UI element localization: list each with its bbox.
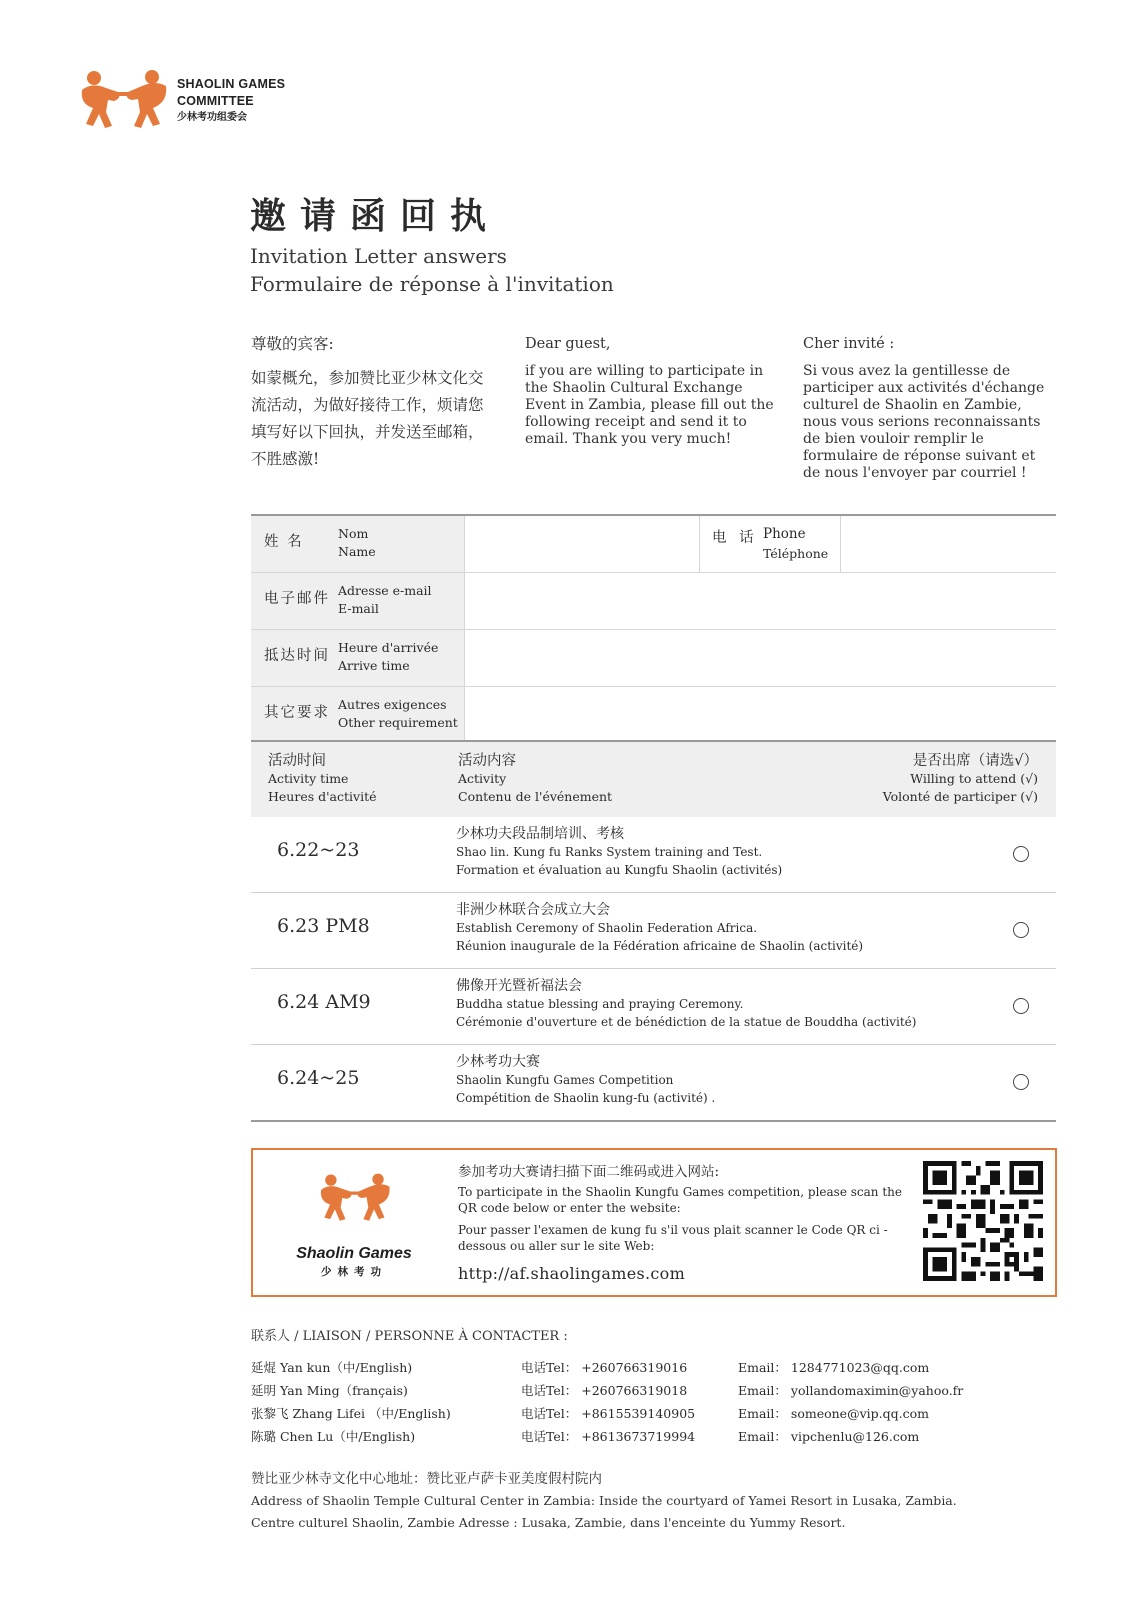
other-field[interactable] [465, 687, 1055, 742]
promo-text-fr: Pour passer l'examen de kung fu s'il vous plait scanner le Code QR ci - dessous ou aller sur le site Web: [458, 1223, 888, 1253]
attend-radio[interactable] [1013, 846, 1029, 862]
time-header-en: Activity time [268, 771, 349, 786]
registration-promo-box [251, 1148, 1057, 1297]
activity-time: 6.24~25 [277, 1067, 360, 1089]
contact-row [251, 1381, 1011, 1403]
act-header-zh: 活动内容 [458, 753, 516, 769]
activity-table-header [251, 740, 1056, 817]
activity-description [456, 1053, 715, 1107]
other-label-en [338, 696, 458, 732]
org-name [177, 76, 285, 126]
phone-label-zh: 电 话 [712, 530, 758, 546]
form-row-email [251, 573, 1056, 630]
activity-en: Shaolin Kungfu Games Competition [456, 1073, 674, 1087]
attend-radio[interactable] [1013, 922, 1029, 938]
email-field[interactable] [465, 573, 1055, 628]
name-label-en [338, 525, 376, 561]
greeting-chinese [251, 336, 491, 473]
activity-fr: Cérémonie d'ouverture et de bénédiction de la statue de Bouddha (activité) [456, 1014, 917, 1029]
address-block [251, 1468, 957, 1534]
activity-fr: Formation et évaluation au Kungfu Shaolin (activités) [456, 862, 783, 877]
contact-name: 陈璐 Chen Lu（中/English) [251, 1429, 416, 1444]
att-header-en: Willing to attend (√) [910, 771, 1038, 786]
activity-description [456, 901, 863, 955]
contact-row [251, 1358, 1011, 1380]
activity-zh: 佛像开光暨祈福法会 [456, 978, 582, 994]
arrive-label-en [338, 639, 438, 675]
form-row-arrive [251, 630, 1056, 687]
arrive-label-zh: 抵达时间 [264, 648, 330, 664]
promo-text-zh: 参加考功大赛请扫描下面二维码或进入网站: [458, 1164, 720, 1180]
activity-time-header [268, 752, 377, 806]
email-label [251, 573, 465, 629]
arrive-label-en-text: Arrive time [338, 658, 410, 673]
act-header-fr: Contenu de l'événement [458, 789, 613, 804]
promo-brand: Shaolin Games [296, 1245, 412, 1262]
address-zh: 赞比亚少林寺文化中心地址：赞比亚卢萨卡亚美度假村院内 [251, 1471, 602, 1487]
activity-row [251, 1045, 1056, 1122]
contact-tel[interactable]: 电话Tel： +260766319016 [521, 1360, 688, 1375]
other-label-fr-text: Autres exigences [338, 697, 447, 712]
time-header-fr: Heures d'activité [268, 789, 377, 804]
activity-row [251, 969, 1056, 1045]
activity-en: Establish Ceremony of Shaolin Federation Africa. [456, 921, 758, 935]
activity-fr: Compétition de Shaolin kung-fu (activité) . [456, 1090, 716, 1105]
greeting-zh-salutation: 尊敬的宾客: [251, 335, 334, 353]
contact-email[interactable]: Email： 1284771023@qq.com [738, 1360, 930, 1375]
contact-tel[interactable]: 电话Tel： +260766319018 [521, 1383, 688, 1398]
arrive-label-fr-text: Heure d'arrivée [338, 640, 439, 655]
name-label-fr-text: Nom [338, 526, 369, 541]
contacts-title: 联系人 / LIAISON / PERSONNE À CONTACTER : [251, 1329, 568, 1344]
contact-tel[interactable]: 电话Tel： +8613673719994 [521, 1429, 696, 1444]
greeting-fr-salutation: Cher invité : [803, 336, 895, 352]
name-label-zh: 姓 名 [264, 534, 304, 550]
phone-label [699, 516, 841, 572]
activity-time: 6.23 PM8 [277, 915, 370, 937]
form-row-other [251, 687, 1056, 743]
activity-row [251, 893, 1056, 969]
shaolin-fighters-logo-icon [78, 68, 170, 130]
other-label-zh: 其它要求 [264, 705, 330, 721]
title-french: Formulaire de réponse à l'invitation [250, 272, 614, 296]
activity-fr: Réunion inaugurale de la Fédération africaine de Shaolin (activité) [456, 938, 864, 953]
phone-field[interactable] [840, 516, 1056, 571]
contact-email[interactable]: Email： vipchenlu@126.com [738, 1429, 920, 1444]
contact-email[interactable]: Email： yollandomaximin@yahoo.fr [738, 1383, 964, 1398]
other-label-en-text: Other requirement [338, 715, 458, 730]
greeting-zh-body: 如蒙概允，参加赞比亚少林文化交流活动，为做好接待工作，烦请您填写好以下回执，并发送至邮箱，不胜感激! [251, 369, 484, 468]
name-field[interactable] [465, 516, 698, 571]
address-en: Address of Shaolin Temple Cultural Center in Zambia: Inside the courtyard of Yamei Resort in Lusaka, Zambia. [251, 1493, 957, 1508]
address-fr: Centre culturel Shaolin, Zambie Adresse : Lusaka, Zambie, dans l'enceinte du Yummy Resort. [251, 1515, 846, 1530]
qr-code-icon[interactable] [923, 1161, 1043, 1281]
contact-name: 延焜 Yan kun（中/English) [251, 1360, 413, 1375]
arrive-field[interactable] [465, 630, 1055, 685]
greeting-en-body: if you are willing to participate in the Shaolin Cultural Exchange Event in Zambia, please fill out the following receipt and send it to email. Thank you very much! [525, 363, 774, 447]
activity-time: 6.22~23 [277, 839, 360, 861]
contact-tel[interactable]: 电话Tel： +8615539140905 [521, 1406, 696, 1421]
promo-text [458, 1164, 918, 1254]
contact-email[interactable]: Email： someone@vip.qq.com [738, 1406, 929, 1421]
contact-name: 延明 Yan Ming（français) [251, 1383, 408, 1398]
name-label [251, 516, 465, 572]
activity-row [251, 817, 1056, 893]
time-header-zh: 活动时间 [268, 753, 326, 769]
email-label-en [338, 582, 432, 618]
attend-radio[interactable] [1013, 998, 1029, 1014]
email-label-zh: 电子邮件 [264, 591, 330, 607]
other-label [251, 687, 465, 743]
email-label-en-text: E-mail [338, 601, 379, 616]
activity-content-header [458, 752, 612, 806]
promo-text-en: To participate in the Shaolin Kungfu Games competition, please scan the QR code below or enter the website: [458, 1185, 902, 1215]
greeting-english [525, 336, 775, 448]
greeting-en-salutation: Dear guest, [525, 336, 611, 352]
org-line1: SHAOLIN GAMES [177, 77, 286, 91]
arrive-label [251, 630, 465, 686]
org-line3: 少林考功组委会 [177, 112, 247, 123]
att-header-fr: Volonté de participer (√) [882, 789, 1038, 804]
org-line2: COMMITTEE [177, 94, 254, 108]
shaolin-fighters-logo-icon [289, 1172, 419, 1242]
promo-brand-sub: 少林考功 [321, 1266, 387, 1278]
attend-radio[interactable] [1013, 1074, 1029, 1090]
activity-zh: 少林功夫段品制培训、考核 [456, 826, 624, 842]
activity-en: Shao lin. Kung fu Ranks System training and Test. [456, 845, 763, 859]
att-header-zh: 是否出席（请选√） [912, 753, 1038, 769]
greeting-fr-body: Si vous avez la gentillesse de participer aux activités d'échange culturel de Shaolin en Zambie, nous vous serions reconnaissants de bien vouloir remplir le formulaire de réponse suivant et de nous l'envoyer par courriel ! [803, 363, 1045, 481]
contact-row [251, 1427, 1011, 1449]
contact-name: 张黎飞 Zhang Lifei （中/English) [251, 1406, 451, 1421]
title-chinese: 邀请函回执 [250, 195, 501, 237]
contact-row [251, 1404, 1011, 1426]
title-english: Invitation Letter answers [250, 244, 507, 268]
name-label-en-text: Name [338, 544, 376, 559]
form-row-name [251, 516, 1056, 573]
activity-en: Buddha statue blessing and praying Ceremony. [456, 997, 744, 1011]
promo-url-link[interactable]: http://af.shaolingames.com [458, 1264, 686, 1283]
phone-label-fr: Téléphone [763, 546, 829, 561]
act-header-en: Activity [458, 771, 507, 786]
activity-description [456, 977, 916, 1031]
activity-zh: 少林考功大赛 [456, 1054, 540, 1070]
phone-label-en: Phone [763, 526, 806, 542]
activity-time: 6.24 AM9 [277, 991, 371, 1013]
greeting-french [803, 336, 1053, 482]
activity-zh: 非洲少林联合会成立大会 [456, 902, 610, 918]
activity-description [456, 825, 782, 879]
email-label-fr-text: Adresse e-mail [338, 583, 432, 598]
attend-header [883, 752, 1038, 806]
